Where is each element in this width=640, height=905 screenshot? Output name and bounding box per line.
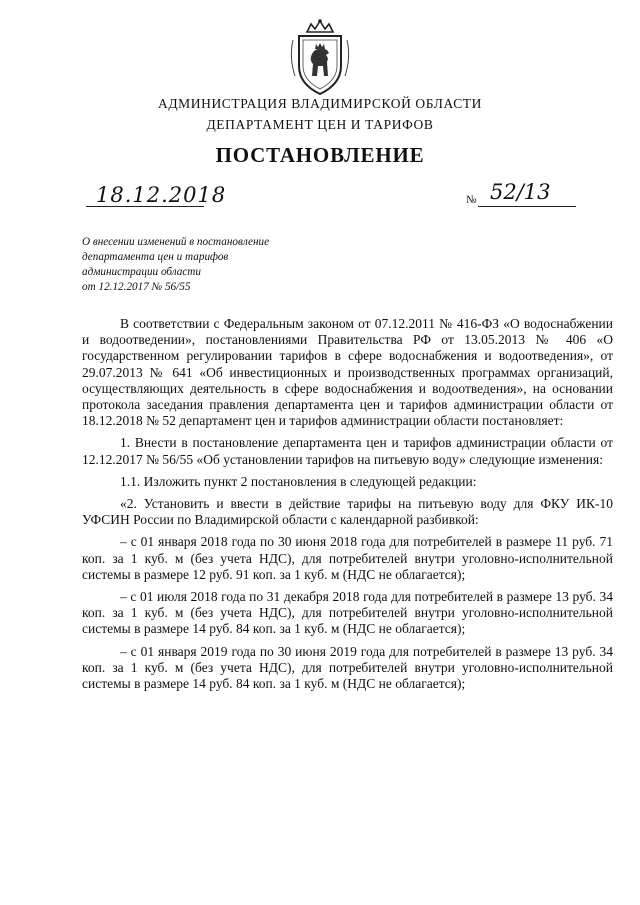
document-date: 18.12.2018 — [96, 183, 227, 207]
tariff-period-item: – с 01 января 2019 года по 30 июня 2019 года для потребителей в размере 13 руб. 34 коп. за 1 куб. м (без учета НДС), для потребителей внутри уголовно-исполнительной системы в размере 14 руб. 84 коп. за 1 куб. м (НДС не облагается); — [82, 643, 613, 692]
clause-1-1: 1.1. Изложить пункт 2 постановления в следующей редакции: — [120, 473, 477, 489]
number-label: № — [466, 194, 477, 206]
subject-line: администрации области — [82, 266, 201, 278]
document-title: ПОСТАНОВЛЕНИЕ — [215, 143, 425, 167]
clause-2-text: «2. Установить и ввести в действие тарифы на питьевую воду для ФКУ ИК-10 УФСИН России по Владимирской области с календарной разбивкой: — [82, 496, 613, 528]
subject-line: департамента цен и тарифов — [82, 251, 229, 263]
number-underline — [478, 206, 576, 207]
document-number: 52/13 — [490, 180, 551, 204]
document-body — [82, 316, 613, 698]
date-underline — [86, 206, 204, 207]
department-header-line2: ДЕПАРТАМЕНТ ЦЕН И ТАРИФОВ — [206, 117, 434, 132]
tariff-period-item: – с 01 января 2018 года по 30 июня 2018 года для потребителей в размере 11 руб. 71 коп. за 1 куб. м (без учета НДС), для потребителей внутри уголовно-исполнительной системы в размере 12 руб. 91 коп. за 1 куб. м (НДС не облагается); — [82, 534, 613, 582]
subject-line: от 12.12.2017 № 56/55 — [82, 281, 191, 293]
subject-line: О внесении изменений в постановление — [82, 236, 270, 248]
clause-1: 1. Внести в постановление департамента цен и тарифов администрации области от 12.12.2017 № 56/55 «Об установлении тарифов на питьевую воду» следующие изменения: — [82, 435, 613, 467]
preamble-paragraph: В соответствии с Федеральным законом от 07.12.2011 № 416-ФЗ «О водоснабжении и водоотведении», постановлениями Правительства РФ от 13.05.2013 № 406 «О государственном регулировании тарифов в сфере водоснабжения и водоотведения», от 29.07.2013 № 641 «Об инвестиционных и производственных программах организаций, осуществляющих деятельность в сфере водоснабжения и водоотведения», на основании протокола заседания правления департамента цен и тарифов администрации области от 18.12.2018 № 52 департамент цен и тарифов администрации области постановляет: — [82, 316, 613, 429]
department-header-line1: АДМИНИСТРАЦИЯ ВЛАДИМИРСКОЙ ОБЛАСТИ — [158, 96, 482, 111]
coat-of-arms-icon — [285, 18, 355, 100]
subject-block — [82, 235, 342, 295]
tariff-period-item: – с 01 июля 2018 года по 31 декабря 2018 года для потребителей в размере 13 руб. 34 коп. за 1 куб. м (без учета НДС), для потребителей внутри уголовно-исполнительной системы в размере 14 руб. 84 коп. за 1 куб. м (НДС не облагается); — [82, 589, 613, 637]
